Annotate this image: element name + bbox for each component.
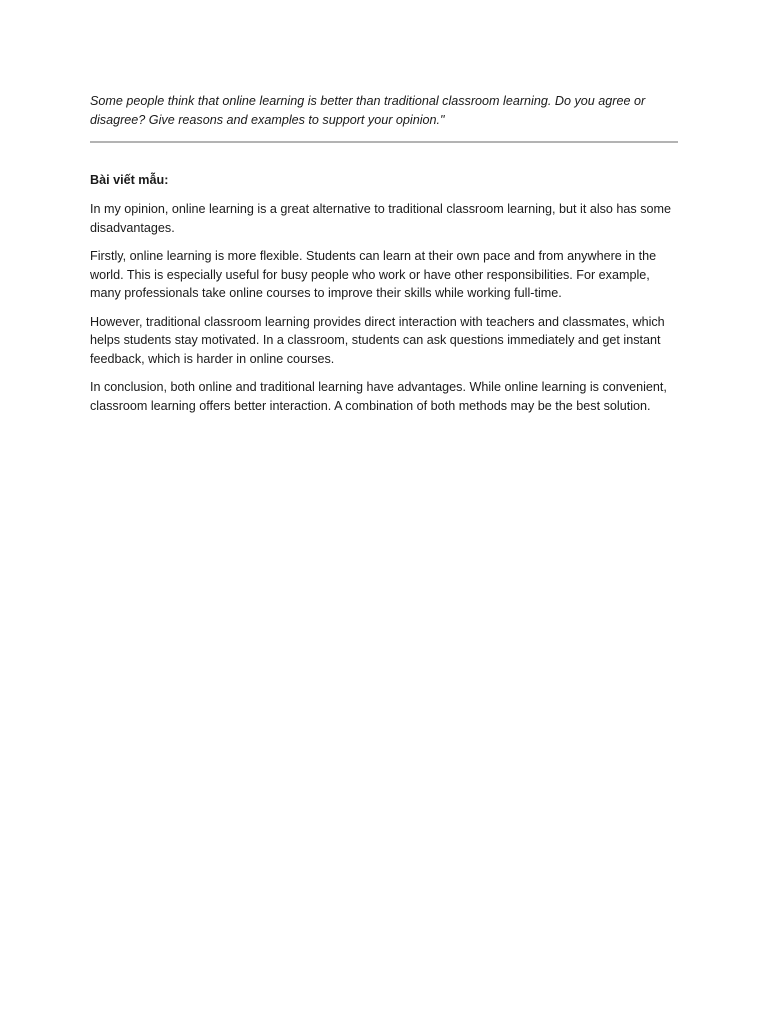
essay-paragraph-intro: In my opinion, online learning is a great alternative to traditional classroom learning, but it also has some disadvantages. (90, 202, 672, 235)
essay-prompt: Some people think that online learning is better than traditional classroom learning. Do you agree or disagree? Give reasons and examples to support your opinion." (90, 94, 646, 127)
document-page (90, 92, 680, 425)
essay-paragraph-conclusion: In conclusion, both online and traditional learning have advantages. While online learning is convenient, classroom learning offers better interaction. A combination of both methods may be the best solution. (90, 380, 667, 413)
essay-paragraph-interaction: However, traditional classroom learning provides direct interaction with teachers and classmates, which helps students stay motivated. In a classroom, students can ask questions immediately and get instant feedback, which is harder in online courses. (90, 314, 665, 366)
sample-essay-heading: Bài viết mẫu: (90, 173, 169, 187)
essay-paragraph-flexibility: Firstly, online learning is more flexible. Students can learn at their own pace and from anywhere in the world. This is especially useful for busy people who work or have other responsibilities. For example, many professionals take online courses to improve their skills while working full-time. (90, 249, 657, 300)
horizontal-divider (90, 141, 678, 143)
